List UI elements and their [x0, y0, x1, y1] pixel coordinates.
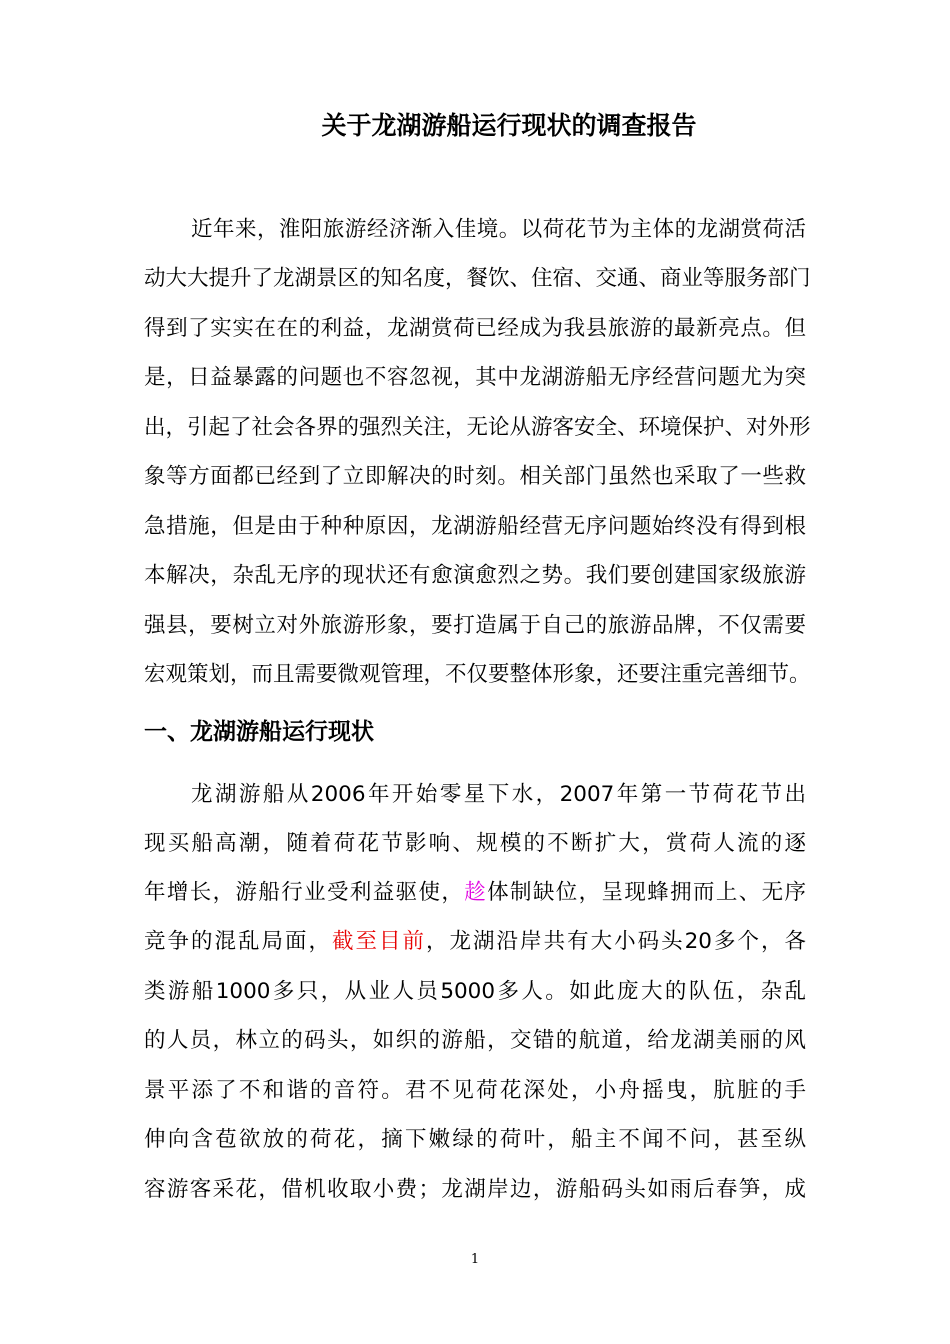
- section-line: 现买船高潮，随着荷花节影响、规模的不断扩大，赏荷人流的逐: [144, 831, 806, 856]
- report-title: 关于龙湖游船运行现状的调查报告: [321, 111, 697, 140]
- intro-line: 强县，要树立对外旅游形象，要打造属于自己的旅游品牌，不仅需要: [144, 613, 806, 638]
- section-line: 龙湖游船从2006年开始零星下水，2007年第一节荷花节出: [191, 782, 806, 807]
- intro-line: 近年来，淮阳旅游经济渐入佳境。以荷花节为主体的龙湖赏荷活: [191, 217, 806, 242]
- section-line-highlighted: [144, 873, 806, 913]
- highlighted-phrase: 截至目前: [332, 929, 427, 954]
- section-line: 的人员，林立的码头，如织的游船，交错的航道，给龙湖美丽的风: [144, 1028, 806, 1053]
- intro-line: 急措施，但是由于种种原因，龙湖游船经营无序问题始终没有得到根: [144, 514, 806, 539]
- section-line: 伸向含苞欲放的荷花，摘下嫩绿的荷叶，船主不闻不问，甚至纵: [144, 1127, 806, 1152]
- intro-line: 动大大提升了龙湖景区的知名度，餐饮、住宿、交通、商业等服务部门: [144, 266, 811, 291]
- text-segment: 年增长，游船行业受利益驱使，: [144, 880, 465, 905]
- section-line-highlighted: [144, 922, 806, 962]
- intro-line: 是，日益暴露的问题也不容忽视，其中龙湖游船无序经营问题尤为突: [144, 365, 806, 390]
- section-line: 容游客采花，借机收取小费；龙湖岸边，游船码头如雨后春笋，成: [144, 1177, 806, 1202]
- highlighted-word: 趁: [464, 880, 488, 905]
- intro-line: 本解决，杂乱无序的现状还有愈演愈烈之势。我们要创建国家级旅游: [144, 563, 806, 588]
- text-segment: 体制缺位，呈现蜂拥而上、无序: [487, 880, 806, 905]
- text-segment: 竞争的混乱局面，: [144, 929, 333, 954]
- intro-line: 得到了实实在在的利益，龙湖赏荷已经成为我县旅游的最新亮点。但: [144, 316, 806, 341]
- intro-line: 象等方面都已经到了立即解决的时刻。相关部门虽然也采取了一些救: [144, 464, 806, 489]
- section-line: 类游船1000多只，从业人员5000多人。如此庞大的队伍，杂乱: [144, 979, 806, 1004]
- section-heading: 一、龙湖游船运行现状: [144, 719, 374, 745]
- intro-line: 出，引起了社会各界的强烈关注，无论从游客安全、环境保护、对外形: [144, 415, 811, 440]
- text-segment: ，龙湖沿岸共有大小码头20多个，各: [426, 929, 806, 954]
- section-line: 景平添了不和谐的音符。君不见荷花深处，小舟摇曳，肮脏的手: [144, 1078, 806, 1103]
- page-number: 1: [470, 1252, 480, 1267]
- intro-line: 宏观策划，而且需要微观管理，不仅要整体形象，还要注重完善细节。: [144, 662, 811, 687]
